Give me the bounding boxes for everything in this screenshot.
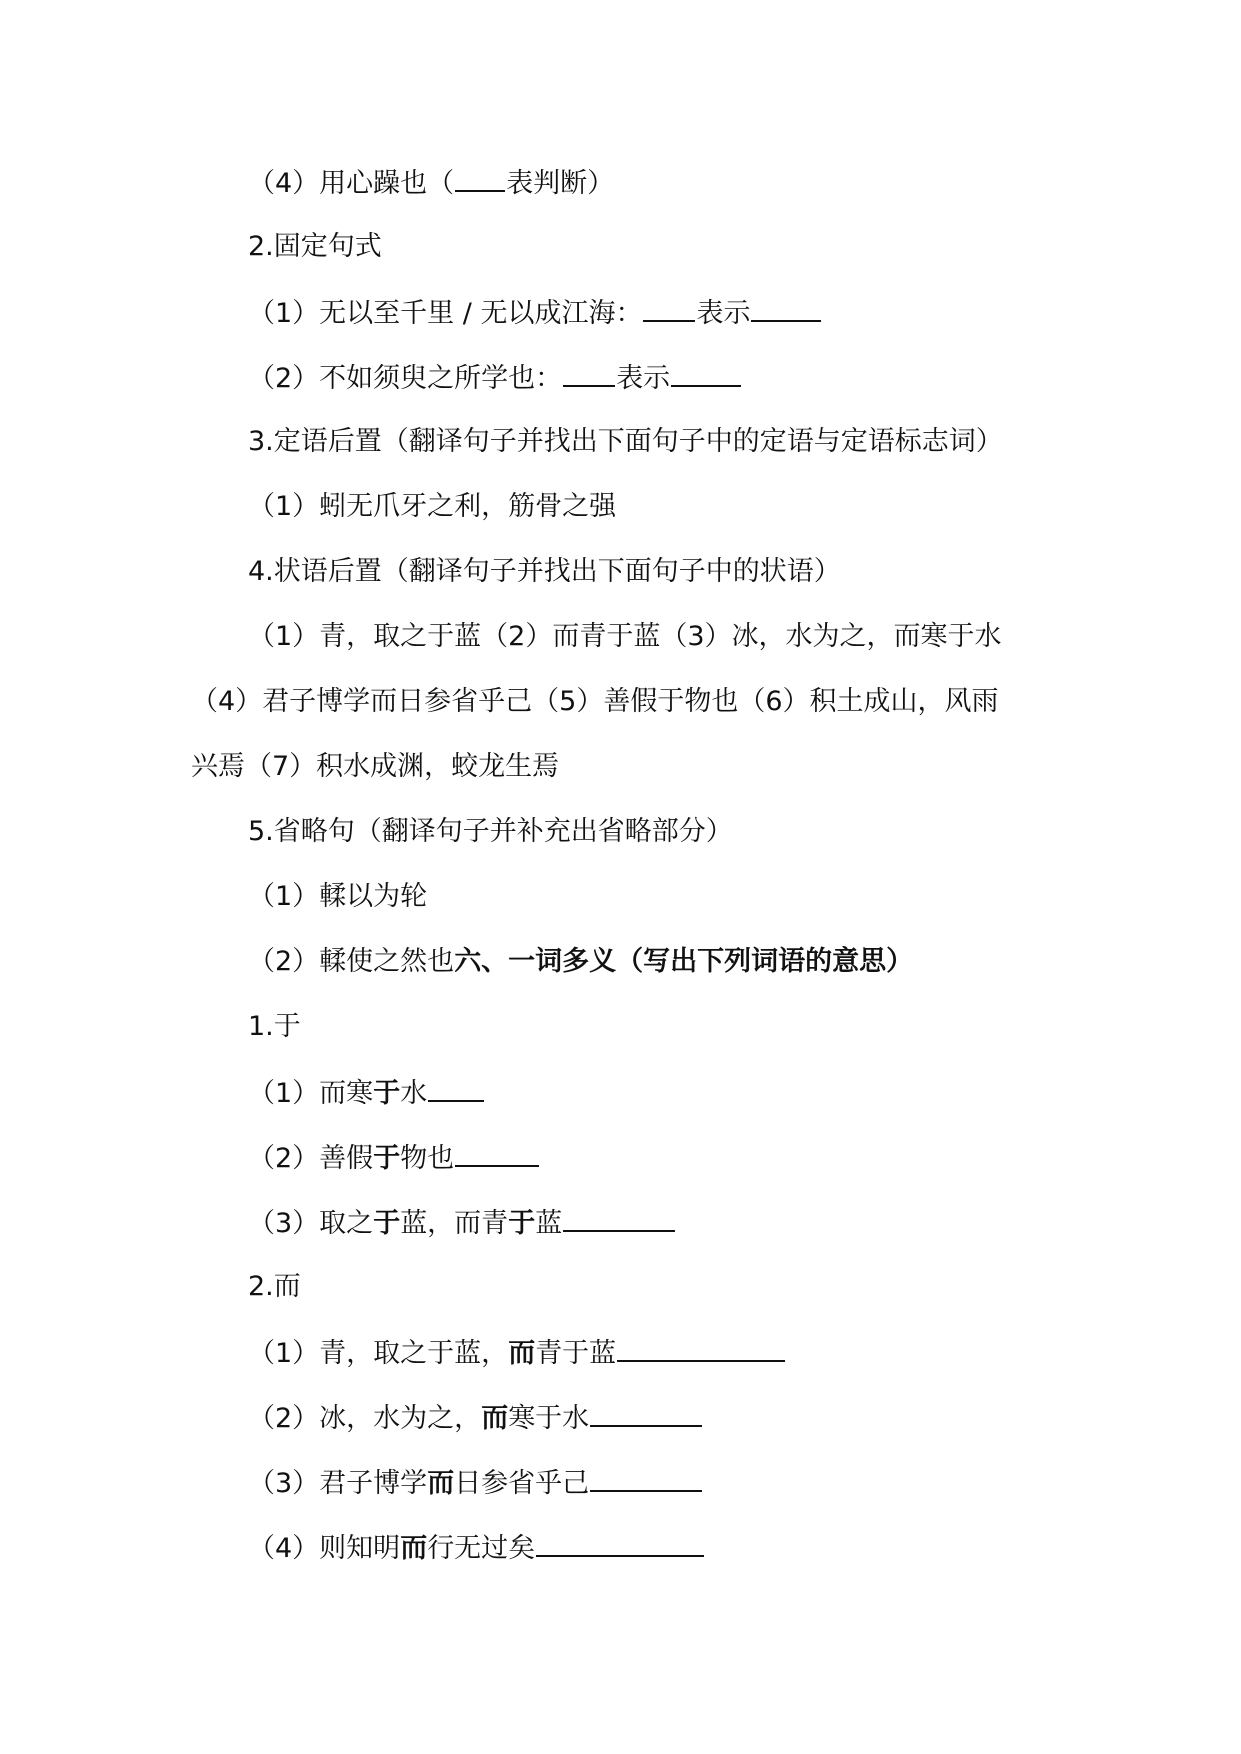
answer-blank[interactable]	[617, 1332, 785, 1362]
section-ellipsis-heading: 5.省略句（翻译句子并补充出省略部分）	[248, 816, 733, 847]
answer-blank[interactable]	[590, 1397, 702, 1427]
ellipsis-item-1: （1）輮以为轮	[248, 881, 428, 912]
yu-item-2: （2）善假于物也	[248, 1137, 540, 1179]
answer-blank[interactable]	[643, 292, 695, 322]
answer-blank[interactable]	[536, 1527, 704, 1557]
er-item-3: （3）君子博学而日参省乎己	[248, 1462, 703, 1504]
yu-item-3: （3）取之于蓝，而青于蓝	[248, 1202, 676, 1244]
yu-item-1: （1）而寒于水	[248, 1072, 485, 1114]
adverbial-items-line-3: 兴焉（7）积水成渊，蛟龙生焉	[191, 751, 560, 782]
answer-blank[interactable]	[590, 1462, 702, 1492]
answer-blank[interactable]	[751, 292, 821, 322]
polysemy-er-heading: 2.而	[248, 1271, 301, 1302]
answer-blank[interactable]	[671, 357, 741, 387]
er-item-1: （1）青，取之于蓝，而青于蓝	[248, 1332, 786, 1374]
answer-blank[interactable]	[563, 1202, 675, 1232]
answer-blank[interactable]	[455, 162, 505, 192]
fixed-pattern-item-2: （2）不如须臾之所学也： 表示	[248, 357, 742, 399]
er-item-4: （4）则知明而行无过矣	[248, 1527, 705, 1569]
answer-blank[interactable]	[455, 1137, 539, 1167]
section-fixed-pattern-heading: 2.固定句式	[248, 231, 382, 262]
item-4-judgment: （4）用心躁也（ 表判断）	[248, 162, 614, 204]
adverbial-items-line-2: （4）君子博学而日参省乎己（5）善假于物也（6）积土成山，风雨	[191, 686, 999, 717]
attributive-item-1: （1）蚓无爪牙之利，筋骨之强	[248, 491, 617, 522]
section-polysemy-heading: 六、一词多义（写出下列词语的意思）	[454, 946, 914, 977]
answer-blank[interactable]	[428, 1072, 484, 1102]
answer-blank[interactable]	[563, 357, 615, 387]
ellipsis-item-2: （2）輮使之然也六、一词多义（写出下列词语的意思）	[248, 946, 914, 977]
section-postpositive-adverbial-heading: 4.状语后置（翻译句子并找出下面句子中的状语）	[248, 556, 841, 587]
er-item-2: （2）冰，水为之，而寒于水	[248, 1397, 703, 1439]
section-postpositive-attributive-heading: 3.定语后置（翻译句子并找出下面句子中的定语与定语标志词）	[248, 426, 1003, 457]
fixed-pattern-item-1: （1）无以至千里 / 无以成江海： 表示	[248, 292, 822, 334]
polysemy-yu-heading: 1.于	[248, 1011, 301, 1042]
adverbial-items-line-1: （1）青，取之于蓝（2）而青于蓝（3）冰，水为之，而寒于水	[248, 621, 1002, 652]
